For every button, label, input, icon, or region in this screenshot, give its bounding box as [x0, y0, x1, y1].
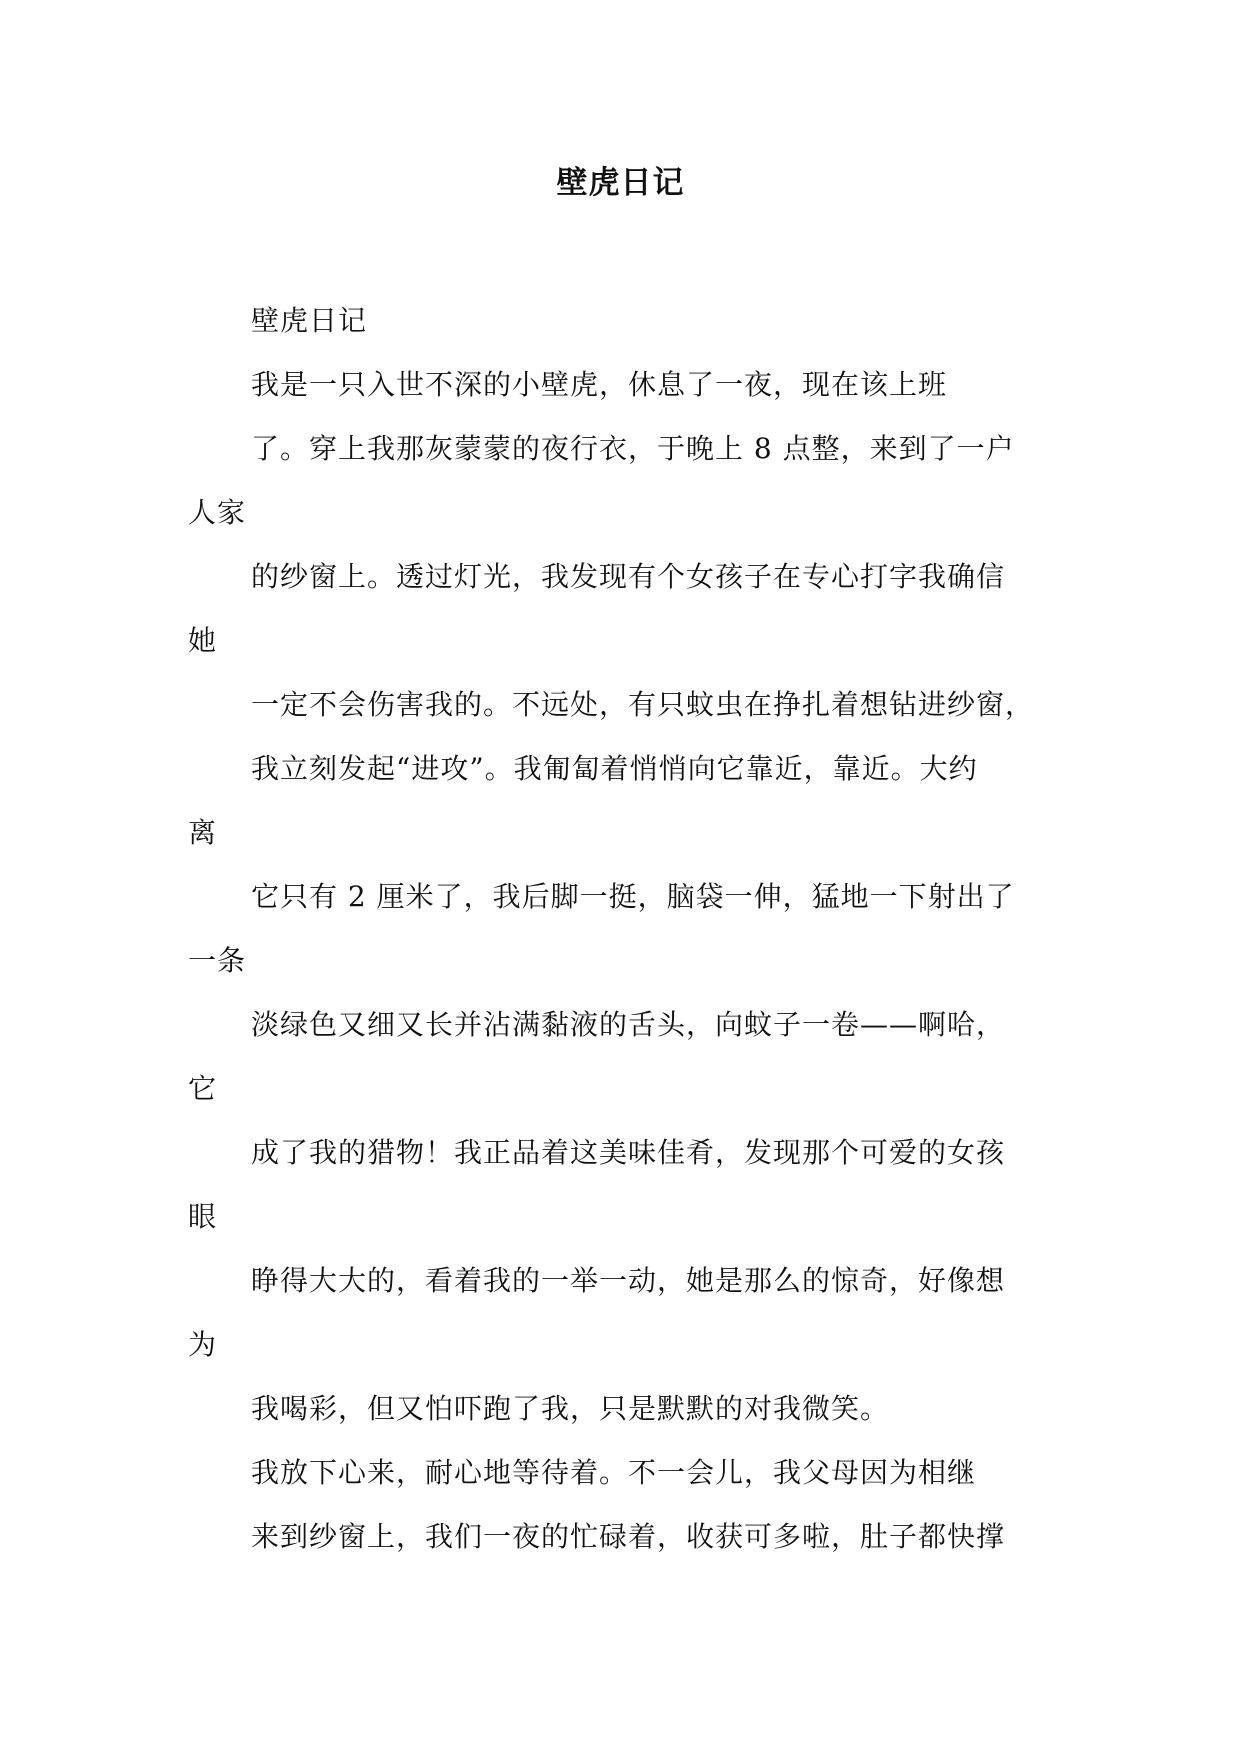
- paragraph-line-wrap: 人家: [188, 496, 247, 529]
- paragraph-line: 它只有 2 厘米了，我后脚一挺，脑袋一伸，猛地一下射出了: [251, 880, 1015, 913]
- paragraph-line: 来到纱窗上，我们一夜的忙碌着，收获可多啦，肚子都快撑: [251, 1520, 1006, 1553]
- paragraph-line-wrap: 眼: [188, 1200, 218, 1233]
- paragraph-line: 淡绿色又细又长并沾满黏液的舌头，向蚊子一卷——啊哈，: [251, 1008, 1006, 1041]
- paragraph-line-wrap: 一条: [188, 944, 247, 977]
- paragraph-line: 我是一只入世不深的小壁虎，休息了一夜，现在该上班: [251, 368, 948, 401]
- paragraph-line: 我喝彩，但又怕吓跑了我，只是默默的对我微笑。: [251, 1392, 890, 1425]
- document-title: 壁虎日记: [556, 165, 685, 201]
- paragraph-line: 我立刻发起“进攻”。我匍匐着悄悄向它靠近，靠近。大约: [251, 752, 978, 785]
- paragraph-line-wrap: 为: [188, 1328, 218, 1361]
- paragraph-line-wrap: 它: [188, 1072, 218, 1105]
- paragraph-line: 成了我的猎物！我正品着这美味佳肴，发现那个可爱的女孩: [251, 1136, 1006, 1169]
- document-body: [188, 289, 1068, 1569]
- paragraph-line-wrap: 她: [188, 624, 218, 657]
- paragraph-line: 睁得大大的，看着我的一举一动，她是那么的惊奇，好像想: [251, 1264, 1006, 1297]
- paragraph-line: 壁虎日记: [251, 304, 368, 337]
- paragraph-line-wrap: 离: [188, 816, 218, 849]
- paragraph-line: 的纱窗上。透过灯光，我发现有个女孩子在专心打字我确信: [251, 560, 1006, 593]
- paragraph-line: 一定不会伤害我的。不远处，有只蚊虫在挣扎着想钻进纱窗，: [251, 688, 1035, 721]
- paragraph-line: 了。穿上我那灰蒙蒙的夜行衣，于晚上 8 点整，来到了一户: [251, 432, 1015, 465]
- paragraph-line: 我放下心来，耐心地等待着。不一会儿，我父母因为相继: [251, 1456, 977, 1489]
